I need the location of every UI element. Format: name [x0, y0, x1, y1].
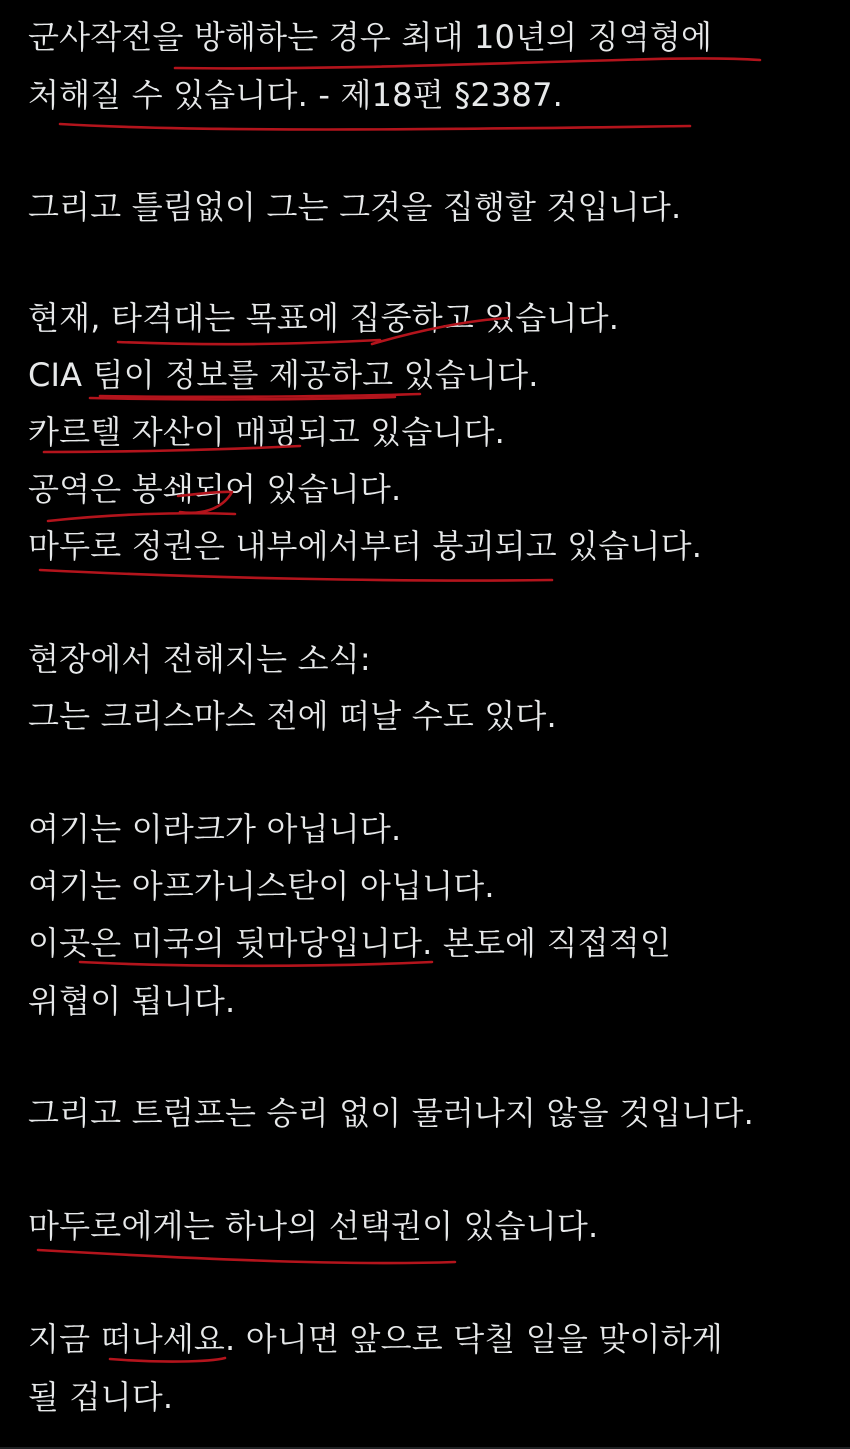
- post-line-7: 공역은 봉쇄되어 있습니다.: [28, 470, 402, 508]
- underline-mark-12: [38, 1250, 455, 1263]
- underline-mark-2: [60, 124, 690, 130]
- post-line-6: 카르텔 자산이 매핑되고 있습니다.: [28, 413, 506, 451]
- underline-mark-10: [40, 570, 552, 581]
- post-line-10: 그는 크리스마스 전에 떠날 수도 있다.: [28, 697, 557, 735]
- post-line-4: 현재, 타격대는 목표에 집중하고 있습니다.: [28, 299, 620, 337]
- post-line-13: 이곳은 미국의 뒷마당입니다. 본토에 직접적인: [28, 924, 671, 962]
- post-line-3: 그리고 틀림없이 그는 그것을 집행할 것입니다.: [28, 188, 682, 226]
- post-line-1: 군사작전을 방해하는 경우 최대 10년의 징역형에: [28, 18, 713, 56]
- post-line-15: 그리고 트럼프는 승리 없이 물러나지 않을 것입니다.: [28, 1094, 754, 1132]
- post-line-18: 될 겁니다.: [28, 1378, 174, 1416]
- post-line-2: 처해질 수 있습니다. - 제18편 §2387.: [28, 76, 564, 114]
- post-line-11: 여기는 이라크가 아닙니다.: [28, 810, 402, 848]
- underline-mark-9: [48, 513, 235, 521]
- post-line-14: 위협이 됩니다.: [28, 982, 236, 1020]
- underline-mark-6: [90, 397, 395, 399]
- post-line-17: 지금 떠나세요. 아니면 앞으로 닥칠 일을 맞이하게: [28, 1320, 723, 1358]
- post-line-8: 마두로 정권은 내부에서부터 붕괴되고 있습니다.: [28, 527, 703, 565]
- underline-mark-3: [118, 340, 380, 344]
- post-line-5: CIA 팀이 정보를 제공하고 있습니다.: [28, 356, 539, 394]
- post-line-12: 여기는 아프가니스탄이 아닙니다.: [28, 867, 495, 905]
- post-line-16: 마두로에게는 하나의 선택권이 있습니다.: [28, 1207, 599, 1245]
- underline-mark-1: [175, 59, 760, 69]
- post-line-9: 현장에서 전해지는 소식:: [28, 640, 371, 678]
